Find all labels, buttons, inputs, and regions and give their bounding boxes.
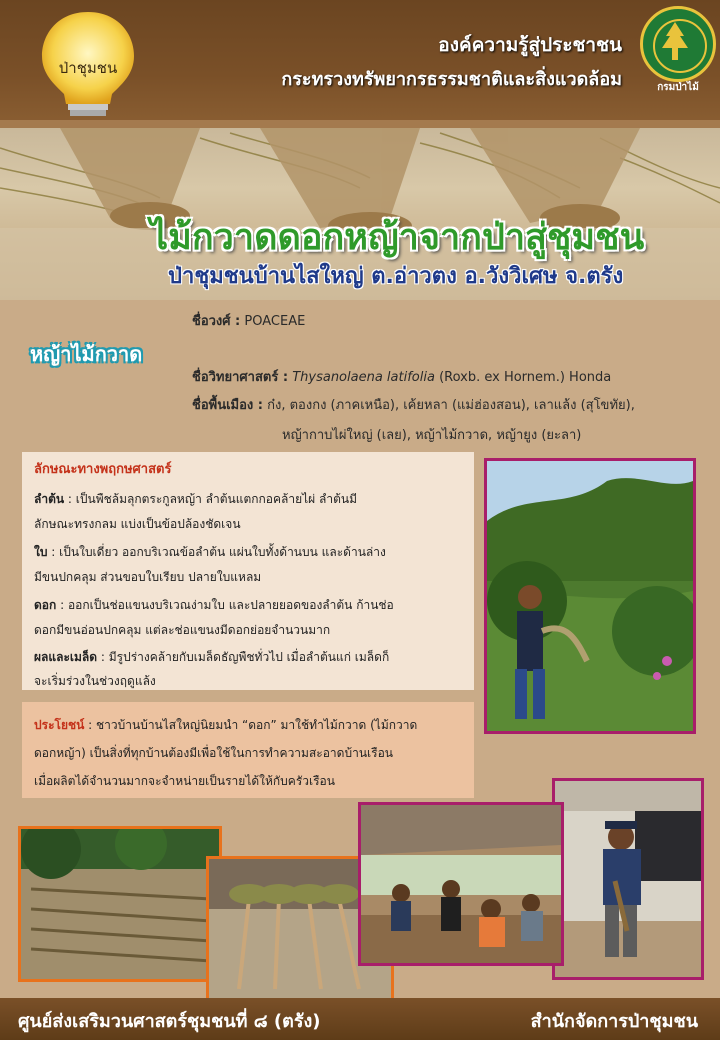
- scientific-name-label: ชื่อวิทยาศาสตร์ :: [192, 370, 289, 385]
- plant-name: หญ้าไม้กวาด: [30, 342, 143, 366]
- benefit-row: [34, 716, 417, 735]
- benefit-label: ประโยชน์: [34, 718, 85, 732]
- royal-forest-department-seal-icon: [640, 6, 716, 82]
- stem-label: ลำต้น: [34, 492, 65, 506]
- stem-row: [34, 490, 357, 509]
- stem-text-2: ลักษณะทรงกลม แบ่งเป็นข้อปล้องชัดเจน: [34, 517, 241, 531]
- photo-man-harvesting-grass: [484, 458, 696, 734]
- botany-title: ลักษณะทางพฤกษศาสตร์: [34, 462, 172, 477]
- footer-center-name: ศูนย์ส่งเสริมวนศาสตร์ชุมชนที่ ๘ (ตรัง): [18, 1011, 321, 1032]
- photo-man-making-broom: [552, 778, 704, 980]
- local-names-line2: หญ้ากาบไผ่ใหญ่ (เลย), หญ้าไม้กวาด, หญ้ายูง (ยะลา): [282, 428, 582, 443]
- flower-text-1: : ออกเป็นช่อแขนงบริเวณง่ามใบ และปลายยอดของลำต้น ก้านช่อ: [56, 598, 394, 612]
- scientific-name-row: [192, 366, 611, 387]
- page-title: ไม้กวาดดอกหญ้าจากป่าสู่ชุมชน: [150, 217, 645, 258]
- header-divider: [0, 120, 720, 128]
- leaf-text-1: : เป็นใบเดี่ยว ออกบริเวณข้อลำต้น แผ่นใบทั้งด้านบน และด้านล่าง: [47, 545, 386, 559]
- leaf-row: [34, 543, 386, 562]
- fruit-label: ผลและเมล็ด: [34, 650, 98, 664]
- local-names-label: ชื่อพื้นเมือง :: [192, 398, 263, 413]
- benefit-text-3: เมื่อผลิตได้จำนวนมากจะจำหน่ายเป็นรายได้ให้กับครัวเรือน: [34, 774, 335, 788]
- fruit-text-2: จะเริ่มร่วงในช่วงฤดูแล้ง: [34, 674, 156, 688]
- benefit-text-2: ดอกหญ้า) เป็นสิ่งที่ทุกบ้านต้องมีเพื่อใช้ในการทำความสะอาดบ้านเรือน: [34, 746, 393, 760]
- flower-text-2: ดอกมีขนอ่อนปกคลุม แต่ละช่อแขนงมีดอกย่อยจำนวนมาก: [34, 623, 331, 637]
- fruit-row: [34, 648, 389, 667]
- photo-grass-drying: [18, 826, 222, 982]
- family-row: [192, 310, 305, 331]
- local-names-row: [192, 394, 635, 415]
- bulb-label: ป่าชุมชน: [58, 59, 118, 77]
- photo-villagers-meeting: [358, 802, 564, 966]
- benefit-text-1: : ชาวบ้านบ้านไสใหญ่นิยมนำ “ดอก” มาใช้ทำไม้กวาด (ไม้กวาด: [84, 718, 418, 732]
- stem-text-1: : เป็นพืชล้มลุกตระกูลหญ้า ลำต้นแตกกอคล้ายไผ่ ลำต้นมี: [64, 492, 357, 506]
- org-title: องค์ความรู้สู่ประชาชน: [438, 34, 622, 56]
- flower-row: [34, 596, 394, 615]
- footer-office-name: สำนักจัดการป่าชุมชน: [530, 1011, 698, 1032]
- scientific-name-species: Thysanolaena latifolia: [292, 370, 435, 385]
- scientific-name-author: (Roxb. ex Hornem.) Honda: [439, 370, 612, 385]
- leaf-text-2: มีขนปกคลุม ส่วนขอบใบเรียบ ปลายใบแหลม: [34, 570, 262, 584]
- leaf-label: ใบ: [34, 545, 48, 559]
- fruit-text-1: : มีรูปร่างคล้ายกับเมล็ดธัญพืชทั่วไป เมื่อลำต้นแก่ เมล็ดก็: [97, 650, 390, 664]
- page-subtitle: ป่าชุมชนบ้านไสใหญ่ ต.อ่าวตง อ.วังวิเศษ จ.ตรัง: [168, 264, 624, 289]
- family-value: POACEAE: [244, 314, 306, 329]
- seal-caption: กรมป่าไม้: [657, 82, 699, 93]
- ministry-name: กระทรวงทรัพยากรธรรมชาติและสิ่งแวดล้อม: [281, 69, 622, 90]
- flower-label: ดอก: [34, 598, 57, 612]
- local-names-line1: ก๋ง, ตองกง (ภาคเหนือ), เค้ยหลา (แม่ฮ่องสอน), เลาแล้ง (สุโขทัย),: [267, 398, 635, 413]
- family-label: ชื่อวงศ์ :: [192, 314, 241, 329]
